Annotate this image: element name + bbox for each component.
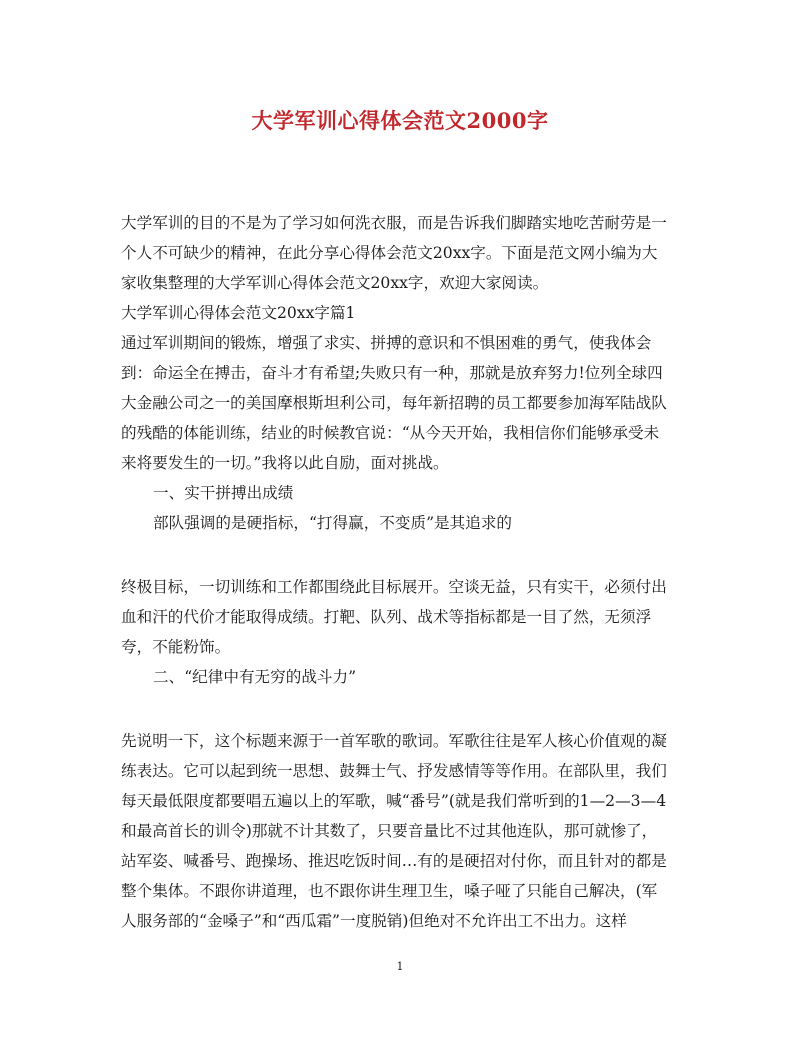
heading-1: 一、实干拼搏出成绩 xyxy=(153,484,294,502)
paragraph-2-continued: 终极目标，一切训练和工作都围绕此目标展开。空谈无益，只有实干，必须付出血和汗的代价才能取得成绩。打靶、队列、战术等指标都是一目了然，无须浮夸，不能粉饰。 xyxy=(121,578,667,656)
paragraph-1: 通过军训期间的锻炼，增强了求实、拼搏的意识和不惧困难的勇气，使我体会到：命运全在搏击，奋斗才有希望;失败只有一种，那就是放弃努力!位列全球四大金融公司之一的美国摩根斯坦利公司，每年新招聘的员工都要参加海军陆战队的残酷的体能训练，结业的时候教官说：“从今天开始，我相信你们能够承受未来将要发生的一切。”我将以此自励，面对挑战。 xyxy=(121,334,667,472)
document-body xyxy=(121,208,669,936)
section-title: 大学军训心得体会范文20xx字篇1 xyxy=(121,304,356,322)
paragraph-3: 先说明一下，这个标题来源于一首军歌的歌词。军歌往往是军人核心价值观的凝练表达。它可以起到统一思想、鼓舞士气、抒发感情等等作用。在部队里，我们每天最低限度都要唱五遍以上的军歌，喊“番号”(就是我们常听到的1—2—3—4和最高首长的训令)那就不计其数了，只要音量比不过其他连队，那可就惨了，站军姿、喊番号、跑操场、推迟吃饭时间…有的是硬招对付你，而且针对的都是整个集体。不跟你讲道理，也不跟你讲生理卫生，嗓子哑了只能自己解决，(军人服务部的“金嗓子”和“西瓜霜”一度脱销)但绝对不允许出工不出力。这样 xyxy=(121,732,667,930)
paragraph-2-start: 部队强调的是硬指标，“打得赢，不变质”是其追求的 xyxy=(153,514,513,532)
intro-paragraph: 大学军训的目的不是为了学习如何洗衣服，而是告诉我们脚踏实地吃苦耐劳是一个人不可缺少的精神，在此分享心得体会范文20xx字。下面是范文网小编为大家收集整理的大学军训心得体会范文20xx字，欢迎大家阅读。 xyxy=(121,214,667,292)
heading-2: 二、“纪律中有无穷的战斗力” xyxy=(153,668,357,686)
page-number: 1 xyxy=(396,960,404,973)
page-title: 大学军训心得体会范文2000字 xyxy=(251,108,549,133)
